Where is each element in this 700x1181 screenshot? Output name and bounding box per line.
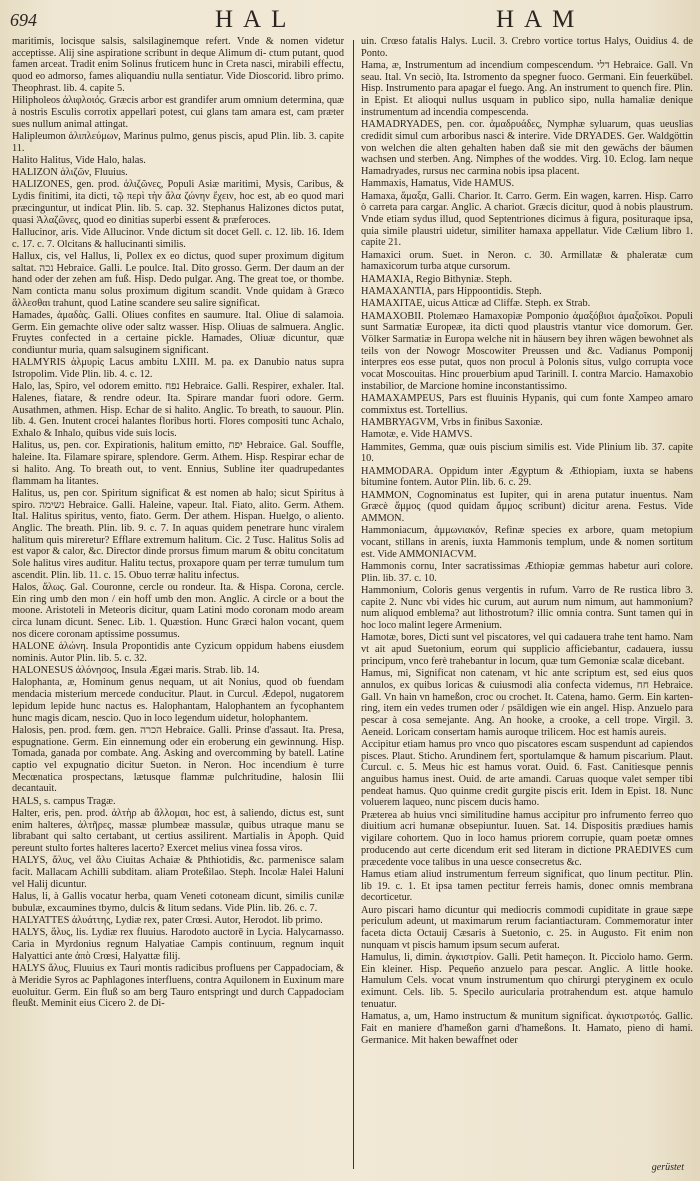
page-number: 694 [10, 10, 37, 30]
dictionary-entry: Hamotæ, e. Vide HAMVS. [361, 429, 473, 441]
dictionary-entry: HAMAXAMPEUS, Pars est fluuinis Hypanis, qui cum fonte Xampeo amaro commixtus est. Tortellius. [361, 393, 693, 416]
dictionary-entry: Hilipholeos ἁλιφλοιός. Græcis arbor est grandifer arum omnium determina, quæ à nostris Esculis corrotix appellari potest, cui glans tam amara est, cam præter sues nullum animal attingat. [12, 95, 344, 130]
dictionary-entry: Hallux, cis, vel Hallus, li, Pollex ex eo dictus, quod super proximum digitum saltat. נכה Hebraice. Galli. Le poulce. Ital. Dito grosso. Germ. Der daum an der hand oder der zehen am fuß. Hisp. Dedo pulgar. Ang. The great toe, or thombe. Nam conticta manu solus proximum digitum scandit. Vnde quidam à Græco ἅλλεσθαι trahunt, quod Latine scandere seu salire significat. [12, 250, 344, 309]
dictionary-entry: HALYATTES ἁλυάττης, Lydiæ rex, pater Crœsi. Autor, Herodot. lib primo. [12, 915, 323, 927]
dictionary-entry: Hammites, Gemma, quæ ouis piscium similis est. Vide Plinium lib. 37. capite 10. [361, 441, 693, 465]
catchword: gerüstet [651, 1162, 684, 1173]
dictionary-entry: Hallucinor, aris. Vide Allucinor. Vnde dictum sit docet Gell. c. 12. lib. 16. Idem c. 17. c. 7. Olcitans & hallucinanti similis. [12, 226, 344, 250]
running-head-left: HAL [215, 6, 297, 33]
dictionary-entry: HALS, s. campus Tragæ. [12, 795, 116, 807]
dictionary-entry: HALMYRIS ἁλμυρὶς Lacus ambitu LXIII. M. pa. ex Danubio natus supra Istropolim. Vide Plin. lib. 4. c. 12. [12, 357, 344, 381]
dictionary-entry: Halitus, us, pen. cor. Expirationis, halitum emitto, יפח Hebraice. Gal. Souffle, haleine. Ita. Filamare spirare, splendore. Germ. Athem. Hisp. Respirar echar de si halito. Ang. To breath out, to vent. Ennius, Subline iter quadrupedantes flammam ha litantes. [12, 440, 344, 487]
dictionary-entry: HAMAXITAE, uicus Atticæ ad Cliffæ. Steph. ex Strab. [361, 298, 591, 310]
dictionary-entry: Halo, las, Spiro, vel odorem emitto. נפח Hebraice. Galli. Respirer, exhaler. Ital. Halenes, fiatare, & rendre odeur. Ita. Spirare mandar fuori odore. Germ. Ausathmen, athmen. Hisp. Echar de si halito. Anglic. To breath, to sauour. Plin. lib. 4. Gen. Inutent crocei halantes floribus horti. Flores compositi tunc Achalo, Exhalo & Inhalo, quibus vide suis locis. [12, 381, 344, 440]
page-header [0, 0, 700, 34]
dictionary-entry: HALIZON ἁλιζῶν, Fluuius. [12, 167, 128, 179]
dictionary-entry: Hamus etiam aliud instrumentum ferreum significat, quo linum pectitur. Plin. lib 19. c. 1. Et ipsa tamen pectitur ferreis hamis, donec omnis membrana decorticetur. [361, 868, 693, 904]
dictionary-entry: Hamulus, li, dimin. ἀγκιστρίον. Galli. Petit hameçon. It. Picciolo hamo. Germ. Ein kleiner. Hisp. Pequeño anzuelo para pescar. Anglic. A little hooke. Hamulum Cels. vocat vnum instrumentum quo chirurgi pteryginem ex oculo eximunt. Cels. lib. 5. Specilo auricularia protrahendum est. atque hamulo tenuatur. [361, 951, 693, 1010]
dictionary-entry: HAMMON, Cognominatus est Iupiter, qui in arena putatur inuentus. Nam Græcè ἄμμος (quod quidam ἄμμος scribunt) dicitur arena. Festus. Vide AMMON. [361, 489, 693, 525]
dictionary-entry: HAMAXIA, Regio Bithyniæ. Steph. [361, 273, 513, 285]
dictionary-entry: uin. Crœso fatalis Halys. Lucil. 3. Crebro vortice tortus Halys, Ouidius 4. de Ponto. [361, 36, 693, 59]
dictionary-entry: HALIZONES, gen. prod. ἁλιζῶνες, Populi Asiæ maritimi, Mysis, Caribus, & Lydis finitimi, ita dicti, τῷ περὶ τὴν ἅλα ζώνην ἔχειν, hoc est, ab eo quod mari præcinguntur, ut indicat Plin. lib. 5. cap. 32. Stephanus Halizones dictos putat, quasi Ἀλαζῶνες, quod eo dinitias superbi essent & præferoces. [12, 179, 344, 226]
dictionary-entry: Præterea ab huius vnci similitudine hamus accipitur pro infrumento ferreo quo diuitium acri humanæ obsepiuntur. Iuuen. Sat. 14. Dispositis prædiues hamis vigilare cohortem. Quo in loco hamus priorem corrupie, quam poetæ omnes producendo aut certe dicendum erit sed literam in dictione PRAEDIVES cum præcedente voce talibus in una uesce consecretus &c. [361, 809, 693, 868]
dictionary-entry: HAMMODARA. Oppidum inter Ægyptum & Æthiopiam, iuxta se habens bitumine fontem. Autor Plin. lib. 6. c. 29. [361, 465, 693, 489]
dictionary-entry: Hammoniacum, ἀμμωνιακόν, Refinæ species ex arbore, quam metopium vocant, stillans in arenis, iuxta Hammonis templum, unde & nomen sortitum est. Vide AMMONIACVM. [361, 525, 693, 560]
dictionary-entry: Accipitur etiam hamus pro vnco quo piscatores escam suspendunt ad capiendos pisces. Plaut. Sticho. Arundinem fert, sportulamque & hamum piscarium. Plaut. Curcul. c. 5. Meus hic est hamus vorat. Ouid. 6. Fast. Canitiesque pennis anguibus hamus inest. Ouid. de arte amandi. Caruas quoque valet semper tibi pendeat hamus. Quo quinme credit gurgite piscis erit. Idem in Epist. 18. Nunc voluerem laqueo, nunc piscem ducis hamo. [361, 738, 693, 809]
dictionary-entry: maritimis, locisque salsis, salsilaginemque refert. Vnde & nomen videtur acceptisse. Alij sine aspiratione scribunt in deque Alimum di- ctum putant, quod famen arceat. Tradit enim Solinus fruticem hunc in Creta nasci, mirabili effectu, quod eo admorso, fames aliquandiu nulla sentiatur. Vide Dioscorid. libro primo. Theophrast. lib. 4. capite 5. [12, 36, 344, 94]
dictionary-entry: HAMADRYADES, pen. cor. ἁμαδρυάδες, Nymphæ syluarum, quas ueuslias credidit simul cum arboribus nasci & interire. Vide DRYADES. Ger. Waldgöttin von welchen die alten gehalten haben daß sie mit den gewächs der bäumen wachsen und sterben. Ang. Nimphes of the woddes. Virg. 10. Eclog. Iam neque Hamadryades, rursus nec carmina nobis ipsa placent. [361, 119, 693, 177]
dictionary-entry: Hammonium, Coloris genus vergentis in rufum. Varro de Re rustica libro 3. capite 2. Nunc vbi vides hic curum, aut aurum num nimum, aut hammonium? num aliquod emblema? aut lithostrotum? illic omnia contra. Sunt tamen qui in hoc loco malint legere Armenium. [361, 585, 693, 632]
dictionary-entry: Hamaxici orum. Suet. in Neron. c. 30. Armillatæ & phaleratæ cum hamaxicorum turba atque cursorum. [361, 249, 693, 273]
dictionary-entry: HALYS, ἅλυς, lis. Lydiæ rex fluuius. Harodoto auctorē in Lycia. Halycarnasso. Caria in Myrdonius regnum Halyatiae Campis continuum, regnum inquit Halyattici ante ἀπὸ Crœsi, Halyattæ filij. [12, 927, 344, 962]
dictionary-entry: Halito Halitus, Vide Halo, halas. [12, 154, 146, 166]
dictionary-entry: Hammaxis, Hamatus, Vide HAMUS. [361, 178, 515, 190]
right-column [361, 36, 693, 1171]
dictionary-entry: Hamus, mi, Significat non catenam, vt hic ante scriptum est, sed eius quos annulos, ex quibus loricas & cuiusmodi alia confecta videmus, חח Hebraice. Gall. Vn hain vn hameßon, croc ou crochet. It. Catena, hamo. Germ. Ein karten-ring, item ein vedes trumen oder / psäldigen wie ein angel. Hisp. Anzuelo para pescar à cosa semejante. Ang. An hooke, a crooke, a cell trope. Virgil. 3. Aeneid. Loricam consertam hamis auroque trilicem. Hoc est hamis aureis. [361, 668, 693, 738]
column-divider [353, 40, 354, 1169]
dictionary-entry: HAMAXANTIA, pars Hippoontidis. Steph. [361, 285, 542, 297]
left-column [12, 36, 344, 1171]
dictionary-entry: Auro piscari hamo dicuntur qui mediocris commodi cupiditate in graue sæpe periculum adeunt, ut maximarum rerum faciantiacturam. Commemoratur inter faceta dicta Octauij Cæsaris à Suetonio, c. 25. in Augusto. Fit enim non nunquam vt piscis hamum ipsum secum auferat. [361, 904, 693, 951]
running-head-right: HAM [496, 6, 585, 33]
dictionary-entry: Halipleumon ἁλιπλεύμων, Marinus pulmo, genus piscis, apud Plin. lib. 3. capite 11. [12, 130, 344, 154]
dictionary-entry: Halos, ἅλως. Gal. Couronne, cercle ou rondeur. Ita. & Hispa. Corona, cercle. Ein ring umb den mon / ein hoff umb den mon. Anglic. A circle or a bout the moone. Aristoteli in Meteoris dicitur, quam Latini modo coronam modo aream circa lunam dicunt. Senec. Lib. 1. Quæstion. Hunc Græci halon vocant, quem nos dicere coronam aptissime possumus. [12, 582, 344, 640]
dictionary-entry: Hammonis cornu, Inter sacratissimas Æthiopiæ gemmas habetur auri colore. Plin. lib. 37. c. 10. [361, 561, 693, 584]
dictionary-entry: Hama, æ, Instrumentum ad incendium compescendum. דלי Hebraice. Gall. Vn seau. Ital. Vn seciò, Ita. Istromento da spegner fuoco. Germani. Ein feuerkübel. Hisp. Instrumento para apagar el fuego. Ang. An instrument to quench fire. Plin. in Epist. Et alioqui nullus usquam in publico sipo, nulla hamaliæ denique instrumentum ad incendia compescenda. [361, 60, 693, 118]
dictionary-entry: Hamaxa, ἅμαξα, Galli. Charior. It. Carro. Germ. Ein wagen, karren. Hisp. Carro ò carreta para cargar. Anglic. A chariot. Græcis dicitur, quod à nobis plaustrum. Vnde etiam sydus illud, quod Septentriones dicimus à figura, posituraque ipsa, quia simile plaustri uidetur, similiter hamaxa appellatur. Vide Cælium libro 1. capite 21. [361, 190, 693, 249]
dictionary-entry: Halus, li, à Gallis vocatur herba, quam Veneti cotoneam dicunt, similis cunilæ bubulæ, excaumines tbymo, dulcis & litum sedans. Vide Plin. lib. 26. c. 7. [12, 891, 344, 914]
dictionary-entry: Halophanta, æ, Hominum genus nequam, ut ait Nonius, quod ob fuendam mendacia misterium mercede conducitur. Plaut. in Curcul. Ædepol, nugatorem lepidum lepide hunc nactus es. Halophantam, Halophantem an fycophantem hunc magis dicam, nescio. Quo in loco legendum uidetur, holophantem. [12, 677, 344, 724]
dictionary-entry: HAMBRYAGVM, Vrbs in finibus Saxoniæ. [361, 417, 543, 429]
dictionary-entry: HAMAXOBII. Ptolemæo Hamaxopiæ Pomponio ἁμαξόβιοι ἀμαξοῖκοι. Populi sunt Sarmatiæ Europeæ, ita dicti quod plaustris vtantur vice domorum. Ger. Völker Sarmatiæ in Europa welche nit in häusern bey ihren wägen bewohnet als teils von der Nowogr Moscowiter Preussen und &c. Vadianus Pomponij interpres eos esse putat, quos non procul à Polonis situs, vulgo corrupta voce vocat Moscouitas. Hinc prouerbium apud Tarinill. I. contra Marcio. Hamaxobio instabilior, de Marcione homine inconstantissimo. [361, 310, 693, 392]
dictionary-entry: Hamades, ἁμαδὰς. Galli. Oliues confites en saumure. Ital. Oliue di salamoia. Germ. Ein gemachte olive oder saltz wasser. Hisp. Oliuas de salmuera. Anglic. Fruytes confected in a certaine pickle. Hamades, Oliuæ dicuntur, quæ condiuntur muria, quam salsuginem significant. [12, 309, 344, 357]
dictionary-entry: HALONESUS ἁλόνησος, Insula Ægæi maris. Strab. lib. 14. [12, 665, 260, 677]
dictionary-entry: Hamatus, a, um, Hamo instructum & munitum significat. ἀγκιστρωτός. Gallic. Fait en maniere d'hameßon garni d'hameßons. It. Hamato, pieno di hami. Germanice. Mit haken bewaffnet oder [361, 1011, 693, 1046]
dictionary-entry: HALONE ἁλώνη. Insula Propontidis ante Cyzicum oppidum habens eiusdem nominis. Autor Plin. lib. 5. c. 32. [12, 641, 344, 664]
dictionary-entry: Halitus, us, pen cor. Spiritum significat & est nomen ab halo; sicut Spiritus à spiro. נשימה Hebraice. Galli. Haleine, vapeur. Ital. Fiato, alito. Germ. Athem. Ital. Halitus spiritus, vento, fiato. Germ. Der athem. Hispan. Huelgo, o aliento. Anglic. The breath. Plin. lib. 9. c. 7. In aquas quidem penetrare hunc viralem halitum quis mireretur? Efflare extremum halitum. Cic. 2 Tusc. Halitus Solis ad est vapor & calor, &c. Director dinde prorsus fimum marum & obitu concitatum Sole halitus vires auditur. Halitu tectus, proxapore quam per terræ tumulum tum ascendit. Plin. lib. 11. c. 15. Obuo terræ halitu infectus. [12, 487, 344, 581]
dictionary-entry: HALYS, ἅλυς, vel ἅλυ Ciuitas Achaiæ & Phthiotidis, &c. parmenisce salam facit. Mallacam Achilli subditam. aliam Proteßilao. Steph. Incolæ Halei Haluni vel Halij dicuntur. [12, 855, 344, 890]
dictionary-entry: Hamotæ, bores, Dicti sunt vel piscatores, vel qui cadauera trahe tent hamo. Nam vt ait apud Suetonium, eorum qui supplicio afficiebantur, cadauera, iussu principum, vnco ferè trahebantur in locum, quæ tum Gemoniæ scalæ dicebant. [361, 632, 693, 667]
dictionary-entry: Halosis, pen. prod. fœm. gen. הכרה Hebraice. Galli. Prinse d'assaut. Ita. Presa, espugnatione. Germ. Ein einnemung oder ein eroberung ein gewinnung. Hisp. Tomada, ganada por combate. Ang. Asking and overcomming by batell. Latine captio vel expugnatio dicitur Sueton. in Neron. Hoc incendium è turre Mecœnatica prospectans, lætusque flammæ pulchritudine, halosin Ilii decantauit. [12, 724, 344, 795]
dictionary-entry: HALYS ἅλυς, Fluuius ex Tauri montis radicibus profluens per Cappadociam, & à Meridie Syros ac Paphlagones interfluens, contra Aquilonem in Euxinum mare euoluitur. Germ. Ein fluß so am berg Tauro entspringt und durch Cappadociam fleußt. Meminit eius Cicero 2. de Di- [12, 963, 344, 1010]
dictionary-entry: Halter, eris, pen. prod. ἁλτὴρ ab ἅλλομαι, hoc est, à saliendo, dictus est, sunt enim halteres, ἁλτῆρες, massæ plumbeæ massulæ, quibus utraque manu se librabant qui salto certabant, ut certius assilirent. Martialis in Apoph. Quid pereunt stulto fortes halteres lacerto? Exercet melius vinea fossa viros. [12, 807, 344, 855]
